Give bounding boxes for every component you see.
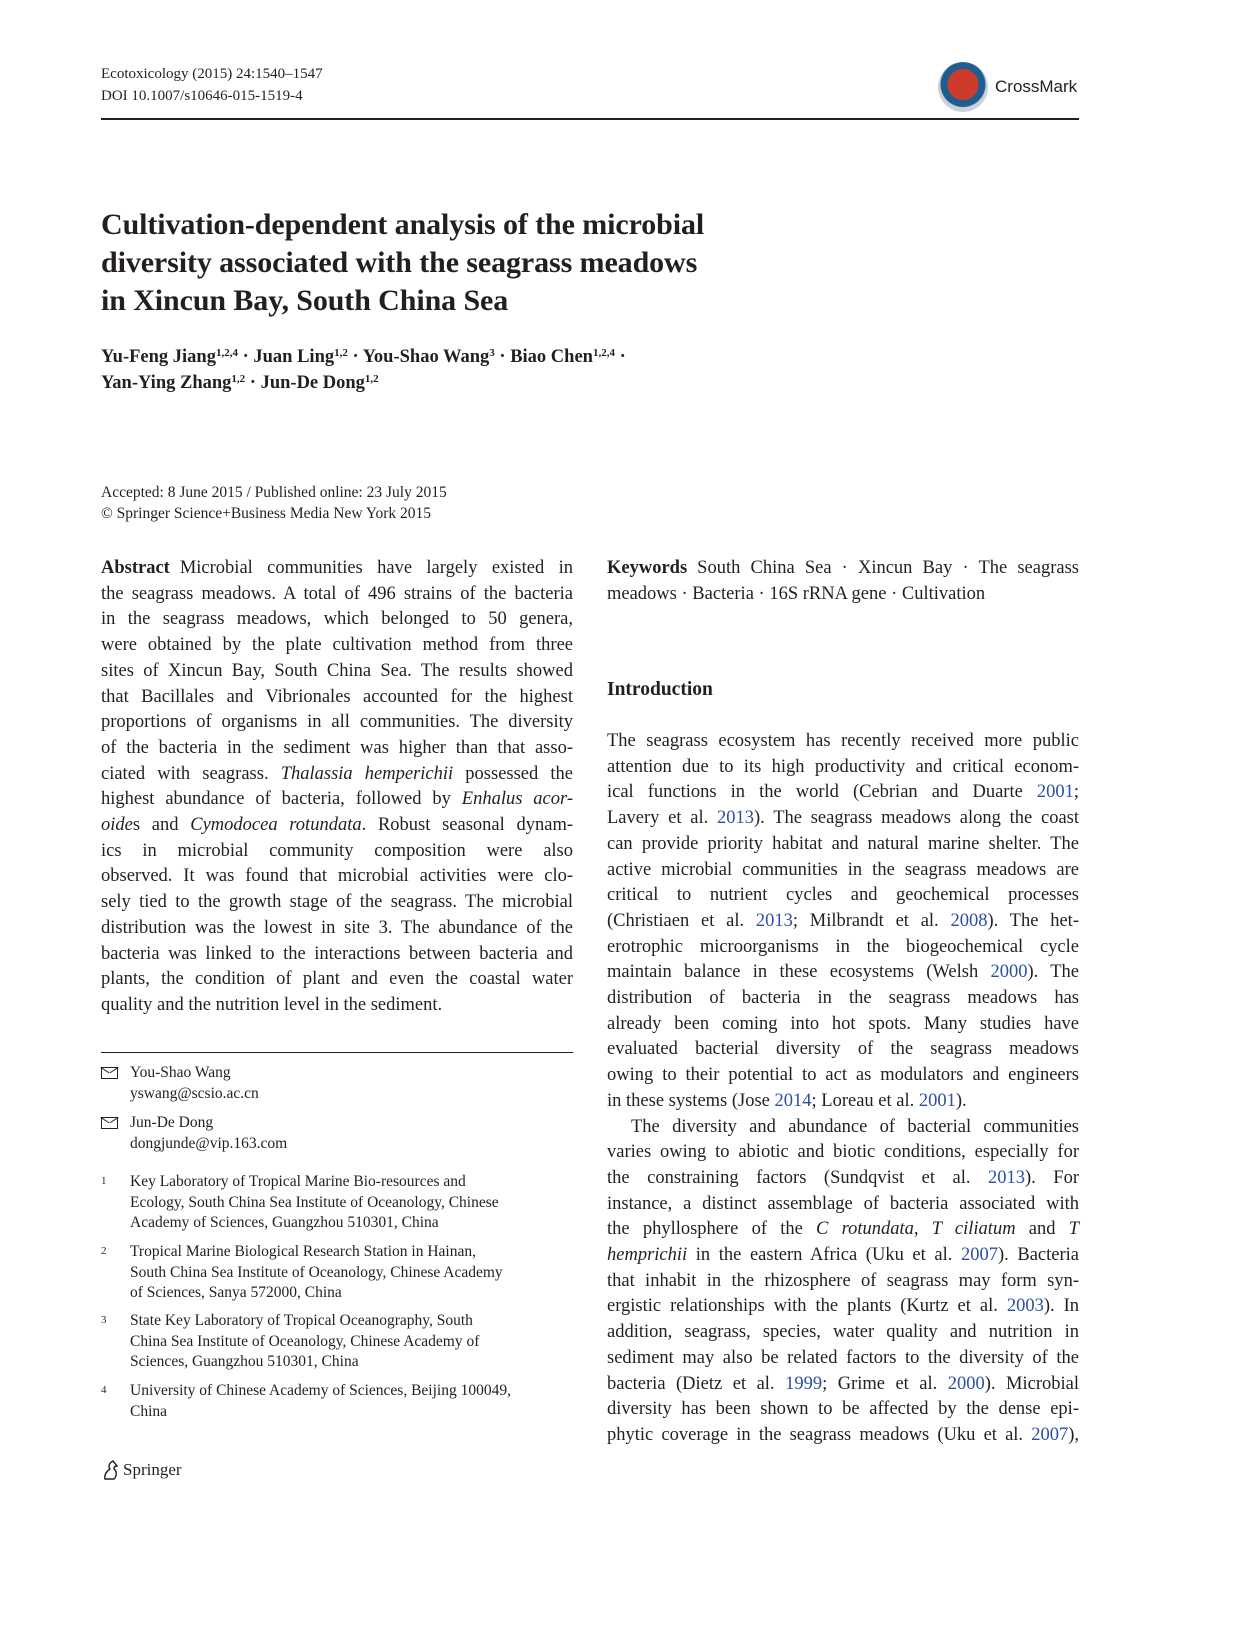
- email-link[interactable]: yswang@scsio.ac.cn: [130, 1084, 259, 1102]
- keywords-label: Keywords: [607, 558, 688, 578]
- citation-link[interactable]: 2014: [774, 1090, 812, 1111]
- crossmark-label: CrossMark: [995, 77, 1078, 96]
- abstract: Abstract Microbial communities have largely existed in the seagrass meadows. A total of 496 strains of the bacteria in the seagrass meadows, which belonged to 50 genera, were obtained by the plate cultivation method from three sites of Xincun Bay, South China Sea. The results showed that Bacillales and Vibrionales accounted for the highest proportions of organisms in all communities. The diversity of the bacteria in the sediment was higher than that asso- ciated with seagrass. Thalassia hemperichii possessed the highest abundance of bacteria, followed by Enhalus acor- oides and Cymodocea rotundata. Robust seasonal dynam- ics in microbial community composition were also observed. It was found that microbial activities were clo- sely tied to the growth stage of the seagrass. The microbial distribution was the lowest in site 3. The abundance of the bacteria was linked to the interactions between bacteria and plants, the condition of plant and even the coastal water quality and the nutrition level in the sediment.: [101, 558, 574, 1015]
- journal-citation: Ecotoxicology (2015) 24:1540–1547: [101, 66, 323, 82]
- citation-link[interactable]: 2013: [987, 1167, 1025, 1188]
- publication-dates: Accepted: 8 June 2015 / Published online: 23 July 2015 © Springer Science+Business Media New York 2015: [101, 484, 447, 522]
- corresponding-author: Jun-De Dong dongjunde@vip.163.com: [101, 1113, 287, 1154]
- author: Biao Chen: [510, 347, 593, 367]
- citation-link[interactable]: 2000: [947, 1373, 985, 1394]
- citation-link[interactable]: 2001: [918, 1090, 956, 1111]
- introduction-body: The seagrass ecosystem has recently received more public attention due to its high productivity and critical econom- ical functions in the world (Cebrian and Duarte 2001; Lavery et al. 2013). The seagrass meadows along the coast can provide priority habitat and natural marine shelter. The active microbial communities in the seagrass meadows are critical to nutrient cycles and geochemical processes (Christiaen et al. 2013; Milbrandt et al. 2008). The het- erotrophic microorganisms in the biogeochemical cycle maintain balance in these ecosystems (Welsh 2000). The distribution of bacteria in the seagrass meadows has already been coming into hot spots. Many studies have evaluated bacterial diversity of the seagrass meadows owing to their potential to act as modulators and engineers in these systems (Jose 2014; Loreau et al. 2001). The diversity and abundance of bacterial communities varies owing to abiotic and biotic conditions, especially for the constraining factors (Sundqvist et al. 2013). For instance, a distinct assemblage of bacteria associated with the phyllosphere of the C rotundata, T ciliatum and T hemprichii in the eastern Africa (Uku et al. 2007). Bacteria that inhabit in the rhizosphere of seagrass may form syn- ergistic relationships with the plants (Kurtz et al. 2003). In addition, seagrass, species, water quality and nutrition in sediment may also be related factors to the diversity of the bacteria (Dietz et al. 1999; Grime et al. 2000). Microbial diversity has been shown to be affected by the dense epi- phytic coverage in the seagrass meadows (Uku et al. 2007),: [607, 731, 1080, 1445]
- citation-link[interactable]: 2000: [990, 962, 1028, 983]
- crossmark-badge[interactable]: [938, 60, 1088, 114]
- doi[interactable]: DOI 10.1007/s10646-015-1519-4: [101, 88, 303, 104]
- springer-horse-icon: [101, 1459, 121, 1481]
- keywords: Keywords South China Sea · Xincun Bay · The seagrass meadows · Bacteria · 16S rRNA gene · Cultivation: [607, 558, 1079, 604]
- footnote-rule: [101, 1052, 573, 1053]
- abstract-label: Abstract: [101, 558, 170, 578]
- envelope-icon: [101, 1117, 118, 1129]
- affiliation: 4 University of Chinese Academy of Sciences, Beijing 100049, China: [101, 1382, 511, 1420]
- author-list: Yu-Feng Jiang$^{1,2,4}$ · Juan Ling$^{1,2}$ · You-Shao Wang$^3$ · Biao Chen$^{1,2,4}$ · Yan-Ying Zhang$^{1,2}$ · Jun-De Dong$^{1,2}$: [101, 347, 626, 393]
- header-rule: [101, 118, 1079, 120]
- author: Yu-Feng Jiang: [101, 347, 216, 367]
- citation-link[interactable]: 2003: [1006, 1296, 1044, 1317]
- email-link[interactable]: dongjunde@vip.163.com: [130, 1134, 288, 1152]
- affiliation: 3 State Key Laboratory of Tropical Oceanography, South China Sea Institute of Oceanology, Chinese Academy of Sciences, Guangzhou 510301, China: [101, 1312, 480, 1370]
- corresponding-author: You-Shao Wang yswang@scsio.ac.cn: [101, 1063, 259, 1104]
- citation-link[interactable]: 2008: [950, 910, 988, 931]
- publisher-name: Springer: [123, 1460, 182, 1479]
- citation-link[interactable]: 1999: [785, 1373, 823, 1394]
- citation-link[interactable]: 2007: [960, 1245, 998, 1266]
- author: Yan-Ying Zhang: [101, 373, 232, 393]
- citation-link[interactable]: 2013: [755, 910, 793, 931]
- envelope-icon: [101, 1067, 118, 1079]
- citation-link[interactable]: 2013: [717, 808, 754, 829]
- affiliation: 2 Tropical Marine Biological Research Station in Hainan, South China Sea Institute of Oceanology, Chinese Academy of Sciences, Sanya 572000, China: [101, 1243, 503, 1301]
- citation-link[interactable]: 2001: [1036, 782, 1074, 803]
- author: Jun-De Dong: [260, 373, 365, 393]
- crossmark-icon: [938, 62, 988, 112]
- author: You-Shao Wang: [362, 347, 490, 367]
- author: Juan Ling: [253, 347, 335, 367]
- citation-link[interactable]: 2007: [1031, 1424, 1069, 1445]
- affiliation: 1 Key Laboratory of Tropical Marine Bio-resources and Ecology, South China Sea Institute of Oceanology, Chinese Academy of Sciences, Guangzhou 510301, China: [101, 1173, 499, 1231]
- section-heading-introduction: Introduction: [607, 679, 713, 700]
- article-title: Cultivation-dependent analysis of the microbial diversity associated with the seagrass meadows in Xincun Bay, South China Sea: [101, 208, 705, 317]
